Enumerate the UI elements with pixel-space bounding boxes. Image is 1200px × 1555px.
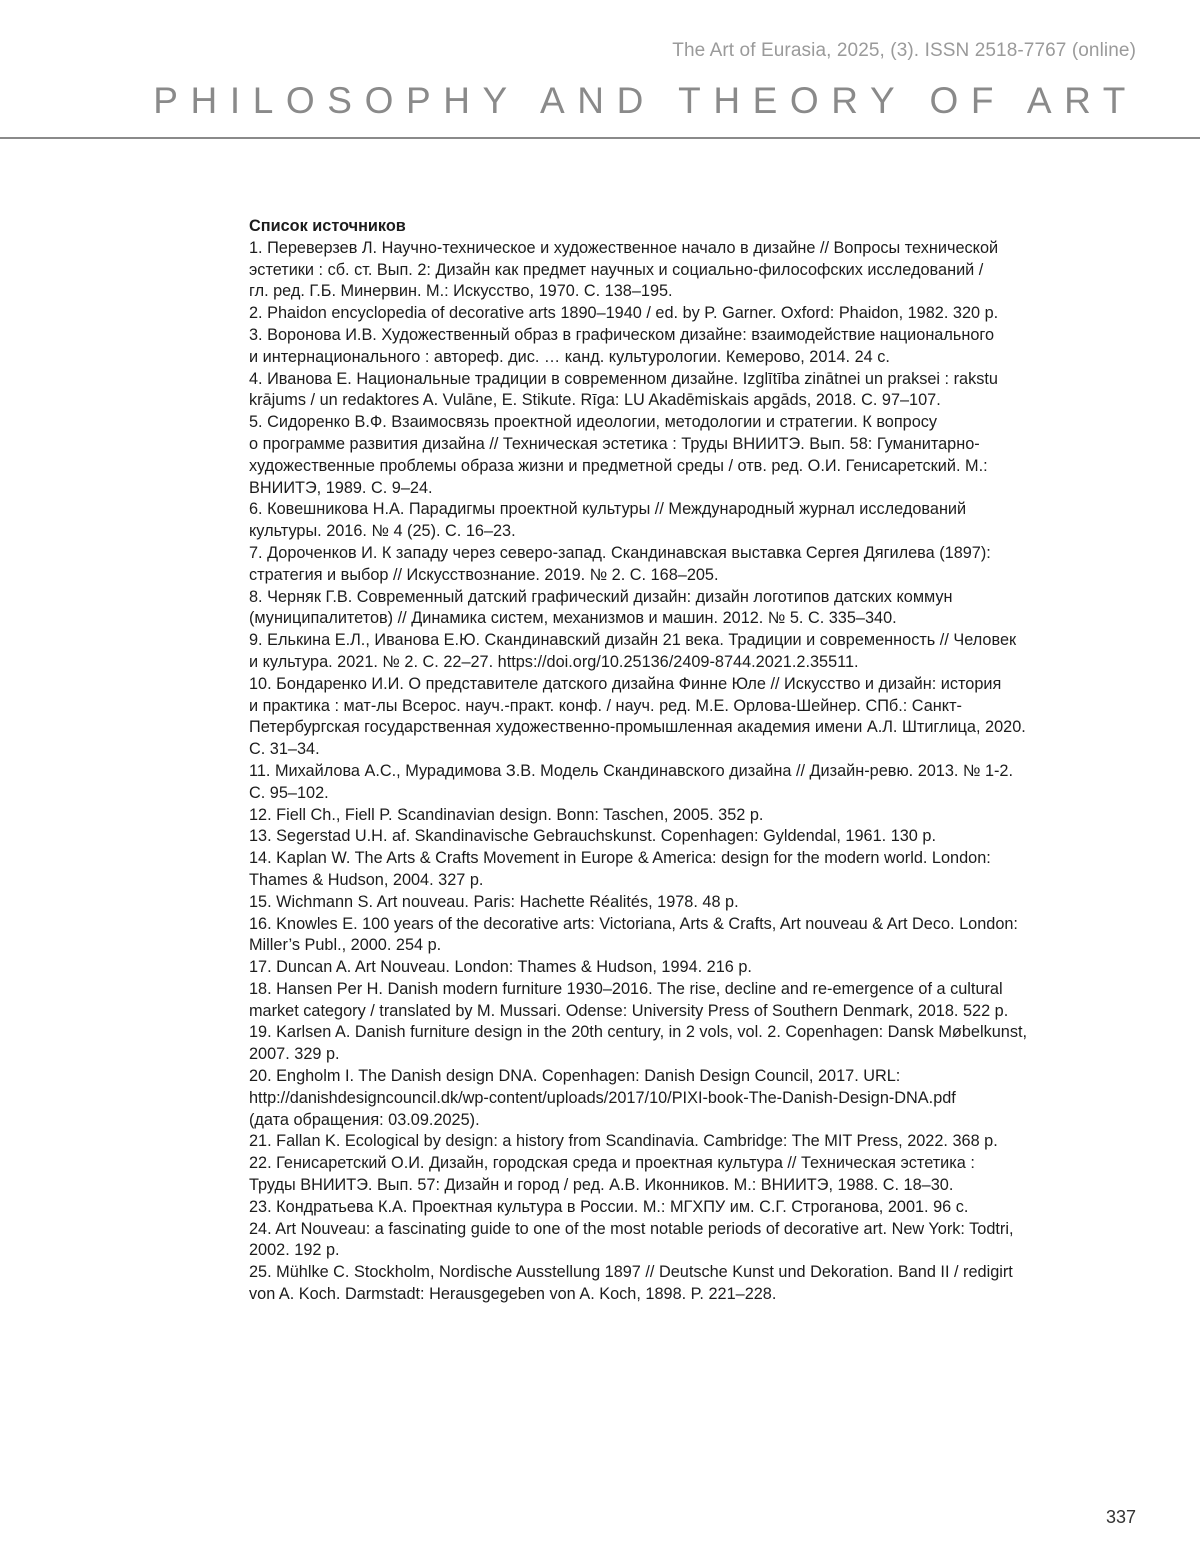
reference-line: С. 95–102. (249, 783, 329, 802)
reference-line: ВНИИТЭ, 1989. С. 9–24. (249, 478, 433, 497)
reference-item (249, 979, 1139, 1023)
reference-item (249, 412, 1139, 499)
references-section (249, 216, 1139, 1306)
reference-line: 1. Переверзев Л. Научно-техническое и художественное начало в дизайне // Вопросы технической (249, 238, 999, 257)
reference-item (249, 761, 1139, 805)
reference-line: 2007. 329 p. (249, 1045, 340, 1064)
reference-item (249, 1066, 1139, 1131)
reference-item (249, 587, 1139, 631)
reference-item (249, 1131, 1139, 1153)
reference-line: стратегия и выбор // Искусствознание. 2019. № 2. С. 168–205. (249, 565, 719, 584)
reference-line: 11. Михайлова А.С., Мурадимова З.В. Модель Скандинавского дизайна // Дизайн-ревю. 2013. № 1-2. (249, 761, 1014, 780)
reference-item (249, 499, 1139, 543)
reference-item (249, 1022, 1139, 1066)
reference-line: и культура. 2021. № 2. С. 22–27. https://doi.org/10.25136/2409-8744.2021.2.35511. (249, 652, 859, 671)
reference-line: 2002. 192 p. (249, 1241, 340, 1260)
reference-line: 18. Hansen Per H. Danish modern furniture 1930–2016. The rise, decline and re-emergence of a cultural (249, 979, 1003, 998)
reference-line: 17. Duncan A. Art Nouveau. London: Thames & Hudson, 1994. 216 p. (249, 958, 752, 977)
journal-citation: The Art of Eurasia, 2025, (3). ISSN 2518-7767 (online) (672, 40, 1136, 61)
reference-line: krājums / un redaktores A. Vulāne, E. Stikute. Rīga: LU Akadēmiskais apgāds, 2018. С. 97–107. (249, 391, 941, 410)
header-divider (0, 137, 1200, 139)
references-list (249, 238, 1139, 1306)
reference-line: С. 31–34. (249, 740, 320, 759)
reference-item (249, 369, 1139, 413)
reference-line: 9. Елькина Е.Л., Иванова Е.Ю. Скандинавский дизайн 21 века. Традиции и современность // Человек (249, 631, 1017, 650)
reference-line: 10. Бондаренко И.И. О представителе датского дизайна Финне Юле // Искусство и дизайн: история (249, 674, 1002, 693)
reference-line: 19. Karlsen A. Danish furniture design in the 20th century, in 2 vols, vol. 2. Copenhagen: Dansk Møbelkunst, (249, 1023, 1028, 1042)
reference-item (249, 630, 1139, 674)
reference-line: 14. Kaplan W. The Arts & Crafts Movement in Europe & America: design for the modern world. London: (249, 849, 991, 868)
reference-line: 3. Воронова И.В. Художественный образ в графическом дизайне: взаимодействие национального (249, 325, 995, 344)
reference-line: 20. Engholm I. The Danish design DNA. Copenhagen: Danish Design Council, 2017. URL: (249, 1067, 901, 1086)
reference-item (249, 848, 1139, 892)
reference-item (249, 543, 1139, 587)
reference-line: (дата обращения: 03.09.2025). (249, 1110, 480, 1129)
section-title: PHILOSOPHY AND THEORY OF ART (153, 80, 1138, 121)
reference-item (249, 1219, 1139, 1263)
reference-line: 25. Mühlke C. Stockholm, Nordische Ausstellung 1897 // Deutsche Kunst und Dekoration. Band II / redigirt (249, 1263, 1013, 1282)
reference-item (249, 1153, 1139, 1197)
reference-line: 8. Черняк Г.В. Современный датский графический дизайн: дизайн логотипов датских коммун (249, 587, 953, 606)
reference-line: Труды ВНИИТЭ. Вып. 57: Дизайн и город / ред. А.В. Иконников. М.: ВНИИТЭ, 1988. С. 18–30. (249, 1176, 954, 1195)
reference-line: эстетики : сб. ст. Вып. 2: Дизайн как предмет научных и социально-философских исследований / (249, 260, 984, 279)
reference-item (249, 1197, 1139, 1219)
reference-line: http://danishdesigncouncil.dk/wp-content/uploads/2017/10/PIXI-book-The-Danish-Design-DNA.pdf (249, 1088, 956, 1107)
reference-item (249, 325, 1139, 369)
reference-line: о программе развития дизайна // Техническая эстетика : Труды ВНИИТЭ. Вып. 58: Гуманитарно- (249, 434, 980, 453)
reference-line: Петербургская государственная художественно-промышленная академия имени А.Л. Штиглица, 2020. (249, 718, 1026, 737)
reference-line: market category / translated by M. Mussari. Odense: University Press of Southern Denmark, 2018. 522 p. (249, 1001, 1009, 1020)
reference-line: 22. Генисаретский О.И. Дизайн, городская среда и проектная культура // Техническая эстетика : (249, 1154, 975, 1173)
reference-line: и практика : мат-лы Всерос. науч.-практ. конф. / науч. ред. М.Е. Орлова-Шейнер. СПб.: Санкт- (249, 696, 962, 715)
reference-line: von A. Koch. Darmstadt: Herausgegeben von A. Koch, 1898. P. 221–228. (249, 1285, 777, 1304)
reference-item (249, 826, 1139, 848)
reference-line: 6. Ковешникова Н.А. Парадигмы проектной культуры // Международный журнал исследований (249, 500, 967, 519)
reference-line: 4. Иванова Е. Национальные традиции в современном дизайне. Izglītība zinātnei un praksei : rakstu (249, 369, 998, 388)
reference-line: 12. Fiell Ch., Fiell P. Scandinavian design. Bonn: Taschen, 2005. 352 p. (249, 805, 764, 824)
reference-item (249, 674, 1139, 761)
references-heading: Список источников (249, 217, 406, 235)
reference-line: 15. Wichmann S. Art nouveau. Paris: Hachette Réalités, 1978. 48 p. (249, 892, 739, 911)
reference-item (249, 303, 1139, 325)
reference-line: и интернационального : автореф. дис. … канд. культурологии. Кемерово, 2014. 24 с. (249, 347, 890, 366)
reference-line: (муниципалитетов) // Динамика систем, механизмов и машин. 2012. № 5. С. 335–340. (249, 609, 897, 628)
reference-item (249, 957, 1139, 979)
reference-line: 24. Art Nouveau: a fascinating guide to one of the most notable periods of decorative art. New York: Todtri, (249, 1219, 1014, 1238)
reference-item (249, 805, 1139, 827)
reference-line: 16. Knowles E. 100 years of the decorative arts: Victoriana, Arts & Crafts, Art nouveau & Art Deco. London: (249, 914, 1018, 933)
reference-item (249, 238, 1139, 303)
reference-line: культуры. 2016. № 4 (25). С. 16–23. (249, 522, 516, 541)
reference-line: художественные проблемы образа жизни и предметной среды / отв. ред. О.И. Генисаретский. М.: (249, 456, 988, 475)
reference-item (249, 914, 1139, 958)
page-number: 337 (1105, 1507, 1136, 1527)
reference-line: 23. Кондратьева К.А. Проектная культура в России. М.: МГХПУ им. С.Г. Строганова, 2001. 96 с. (249, 1197, 969, 1216)
reference-item (249, 892, 1139, 914)
reference-line: гл. ред. Г.Б. Минервин. М.: Искусство, 1970. С. 138–195. (249, 282, 673, 301)
reference-line: 21. Fallan K. Ecological by design: a history from Scandinavia. Cambridge: The MIT Press, 2022. 368 p. (249, 1132, 998, 1151)
reference-line: 7. Дороченков И. К западу через северо-запад. Скандинавская выставка Сергея Дягилева (1897): (249, 543, 991, 562)
reference-line: Thames & Hudson, 2004. 327 p. (249, 870, 484, 889)
reference-line: 13. Segerstad U.H. af. Skandinavische Gebrauchskunst. Copenhagen: Gyldendal, 1961. 130 p. (249, 827, 936, 846)
reference-line: 2. Phaidon encyclopedia of decorative arts 1890–1940 / ed. by P. Garner. Oxford: Phaidon, 1982. 320 p. (249, 304, 999, 323)
reference-line: Miller’s Publ., 2000. 254 p. (249, 936, 442, 955)
reference-item (249, 1262, 1139, 1306)
reference-line: 5. Сидоренко В.Ф. Взаимосвязь проектной идеологии, методологии и стратегии. К вопросу (249, 413, 938, 432)
